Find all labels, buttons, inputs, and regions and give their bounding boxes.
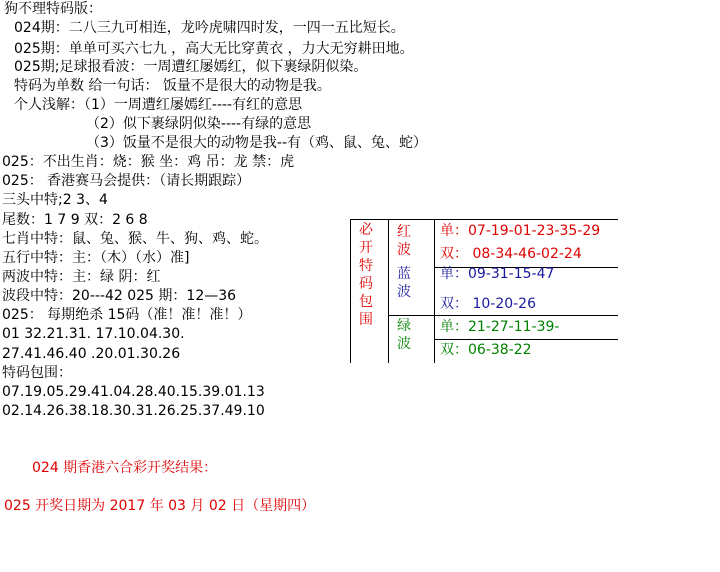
line-baowei-nums-1: 07.19.05.29.41.04.28.40.15.39.01.13 <box>2 384 265 400</box>
line-bisha-nums-2: 27.41.46.40 .20.01.30.26 <box>2 346 181 362</box>
green-wave-label: 绿 波 <box>397 318 411 352</box>
line-chusheng: 025：不出生肖：烧：猴 坐：鸡 吊：龙 禁：虎 <box>2 154 295 170</box>
color-wave-box <box>350 187 618 363</box>
red-double: 双： 08-34-46-02-24 <box>440 246 582 262</box>
line-explain-2: （2）似下裹绿阴似染----有绿的意思 <box>86 116 312 132</box>
line-baowei-nums-2: 02.14.26.38.18.30.31.26.25.37.49.10 <box>2 403 265 419</box>
line-explain-3: （3）饭量不是很大的动物是我--有（鸡、鼠、兔、蛇） <box>86 135 428 151</box>
line-025-a: 025期：单单可买六七九 ，高大无比穿黄衣 ，力大无穷耕田地。 <box>14 41 414 57</box>
line-santou: 三头中特;2 3、4 <box>2 192 108 208</box>
red-wave-label: 红 波 <box>397 224 411 258</box>
line-bisha: 025： 每期绝杀 15码（准！准！准！） <box>2 307 252 323</box>
line-weishu: 尾数：1 7 9 双：2 6 8 <box>2 212 148 228</box>
line-025-b: 025期;足球报看波：一周遭红屡嫣红，似下裹绿阴似染。 <box>14 59 368 75</box>
line-track: 025： 香港赛马会提供：（请长期跟踪） <box>2 173 251 189</box>
result-title: 024 期香港六合彩开奖结果： <box>32 460 218 476</box>
line-liangbo: 两波中特：主：绿 阴：红 <box>2 269 161 285</box>
line-wuxing: 五行中特：主：（木）（水）准] <box>2 250 190 266</box>
draw-date: 025 开奖日期为 2017 年 03 月 02 日（星期四） <box>4 498 316 514</box>
line-tema: 特码为单数 给一句话： 饭量不是很大的动物是我。 <box>14 78 331 94</box>
page-title: 狗不理特码版： <box>4 1 102 17</box>
red-single: 单：07-19-01-23-35-29 <box>440 223 601 239</box>
green-single: 单：21-27-11-39- <box>440 319 560 335</box>
line-024: 024期：二八三九可相连，龙吟虎啸四时发，一四一五比短长。 <box>14 20 405 36</box>
blue-wave-label: 蓝 波 <box>397 266 411 300</box>
line-bisha-nums-1: 01 32.21.31. 17.10.04.30. <box>2 326 185 342</box>
line-baowei: 特码包围： <box>2 365 72 381</box>
box-label: 必 开 特 码 包 围 <box>359 222 373 328</box>
green-double: 双：06-38-22 <box>440 342 532 358</box>
line-boduan: 波段中特：20---42 025 期：12—36 <box>2 288 237 304</box>
line-qixiao: 七肖中特：鼠、兔、猴、牛、狗、鸡、蛇。 <box>2 231 268 247</box>
line-explain: 个人浅解：（1）一周遭红屡嫣红----有红的意思 <box>14 97 303 113</box>
blue-single: 单：09-31-15-47 <box>440 266 555 282</box>
blue-double: 双： 10-20-26 <box>440 296 536 312</box>
